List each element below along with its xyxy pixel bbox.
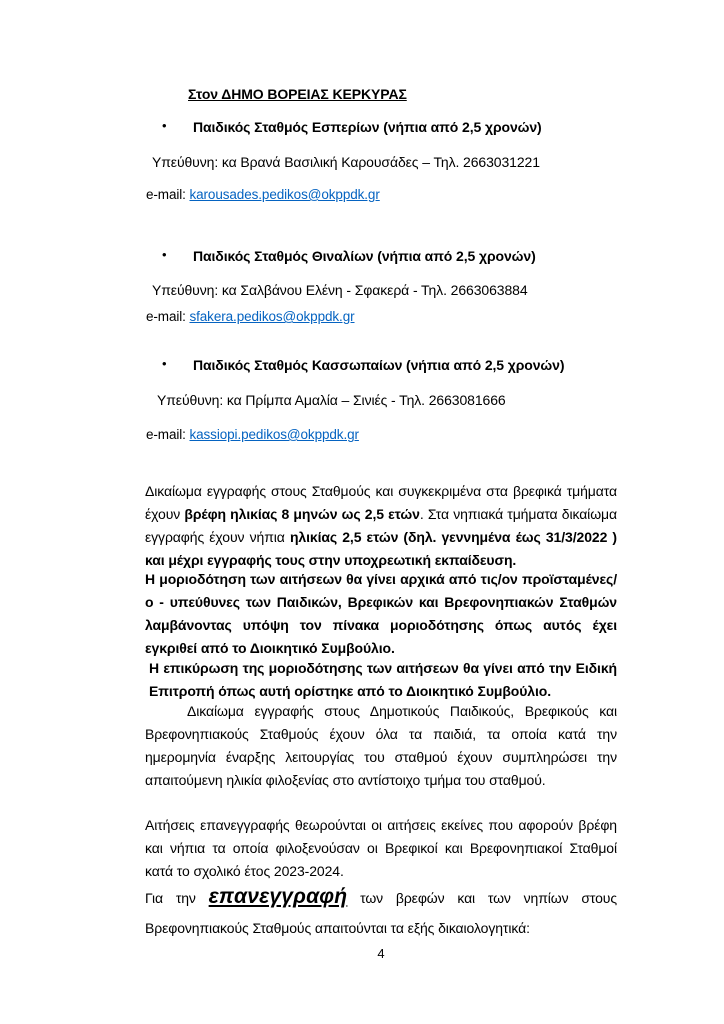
email-label: e-mail: bbox=[146, 309, 186, 324]
station-1-email-link[interactable]: karousades.pedikos@okppdk.gr bbox=[189, 187, 380, 202]
station-3-responsible: Υπεύθυνη: κα Πρίμπα Αμαλία – Σινιές - Τηλ. 2663081666 bbox=[157, 392, 506, 408]
paragraph-enrollment-ages bbox=[145, 480, 617, 572]
text-run: των βρεφών και των νηπίων στους Βρεφονηπιακούς Σταθμούς απαιτούνται τα εξής δικαιολογητικά: bbox=[145, 890, 617, 936]
paragraph-enrollment-right: Δικαίωμα εγγραφής στους Δημοτικούς Παιδικούς, Βρεφικούς και Βρεφονηπιακούς Σταθμούς έχουν όλα τα παιδιά, τα οποία κατά την ημερομηνία έναρξης λειτουργίας του σταθμού έχουν συμπληρώσει την απαιτούμενη ηλικία φιλοξενίας στο αντίστοιχο τμήμα του σταθμού. bbox=[145, 703, 617, 788]
station-3-email-row bbox=[146, 425, 618, 445]
bullet-icon: • bbox=[162, 247, 167, 262]
station-2-title: Παιδικός Σταθμός Θιναλίων (νήπια από 2,5 χρονών) bbox=[193, 248, 536, 264]
text-run-bold: ηλικίας 2,5 ετών (δηλ. γεννημένα έως 31/3/2022 ) και μέχρι εγγραφής τους στην υποχρεωτική εκπαίδευση. bbox=[145, 529, 617, 568]
paragraph-reenrollment-definition: Αιτήσεις επανεγγραφής θεωρούνται οι αιτήσεις εκείνες που αφορούν βρέφη και νήπια τα οποία φιλοξενούσαν οι Βρεφικοί και Βρεφονηπιακοί Σταθμοί κατά το σχολικό έτος 2023-2024. bbox=[145, 817, 617, 879]
station-2-email-link[interactable]: sfakera.pedikos@okppdk.gr bbox=[189, 309, 355, 324]
station-1-responsible: Υπεύθυνη: κα Βρανά Βασιλική Καρουσάδες – Τηλ. 2663031221 bbox=[152, 154, 540, 170]
station-1-title-row bbox=[145, 117, 617, 137]
email-label: e-mail: bbox=[146, 427, 186, 442]
station-1-title: Παιδικός Σταθμός Εσπερίων (νήπια από 2,5 χρονών) bbox=[193, 119, 542, 135]
bullet-icon: • bbox=[162, 118, 167, 133]
station-2-responsible: Υπεύθυνη: κα Σαλβάνου Ελένη - Σφακερά - Τηλ. 2663063884 bbox=[152, 282, 528, 298]
page-title: Στον ΔΗΜΟ ΒΟΡΕΙΑΣ ΚΕΡΚΥΡΑΣ bbox=[188, 86, 407, 102]
paragraph-scoring: Η μοριοδότηση των αιτήσεων θα γίνει αρχικά από τις/ον προϊσταμένες/ο - υπεύθυνες των Παιδικών, Βρεφικών και Βρεφονηπιακών Σταθμών λαμβάνοντας υπόψη τον πίνακα μοριοδότησης όπως αυτός έχει εγκριθεί από το Διοικητικό Συμβούλιο. bbox=[145, 571, 617, 656]
station-2-email-row bbox=[146, 307, 618, 327]
station-3-title: Παιδικός Σταθμός Κασσωπαίων (νήπια από 2,5 χρονών) bbox=[193, 357, 565, 373]
reenrollment-keyword: επανεγγραφή bbox=[208, 885, 348, 908]
text-run: . Στα νηπιακά τμήματα δικαίωμα εγγραφής έχουν νήπια bbox=[145, 506, 617, 545]
text-run-bold: βρέφη ηλικίας 8 μηνών ως 2,5 ετών bbox=[184, 506, 420, 522]
text-run: Για την bbox=[145, 890, 209, 906]
station-1-email-row bbox=[146, 185, 618, 205]
paragraph-ratification: Η επικύρωση της μοριοδότησης των αιτήσεων θα γίνει από την Ειδική Επιτροπή όπως αυτή ορίστηκε από το Διοικητικό Συμβούλιο. bbox=[149, 660, 617, 699]
paragraph-reenrollment-requirements bbox=[145, 882, 617, 943]
station-2-title-row bbox=[145, 246, 617, 266]
station-3-title-row bbox=[145, 355, 617, 375]
station-3-email-link[interactable]: kassiopi.pedikos@okppdk.gr bbox=[189, 427, 359, 442]
bullet-icon: • bbox=[162, 356, 167, 371]
email-label: e-mail: bbox=[146, 187, 186, 202]
page-number: 4 bbox=[377, 946, 385, 961]
text-run: Δικαίωμα εγγραφής στους Σταθμούς και συγκεκριμένα στα βρεφικά τμήματα έχουν bbox=[145, 483, 617, 522]
